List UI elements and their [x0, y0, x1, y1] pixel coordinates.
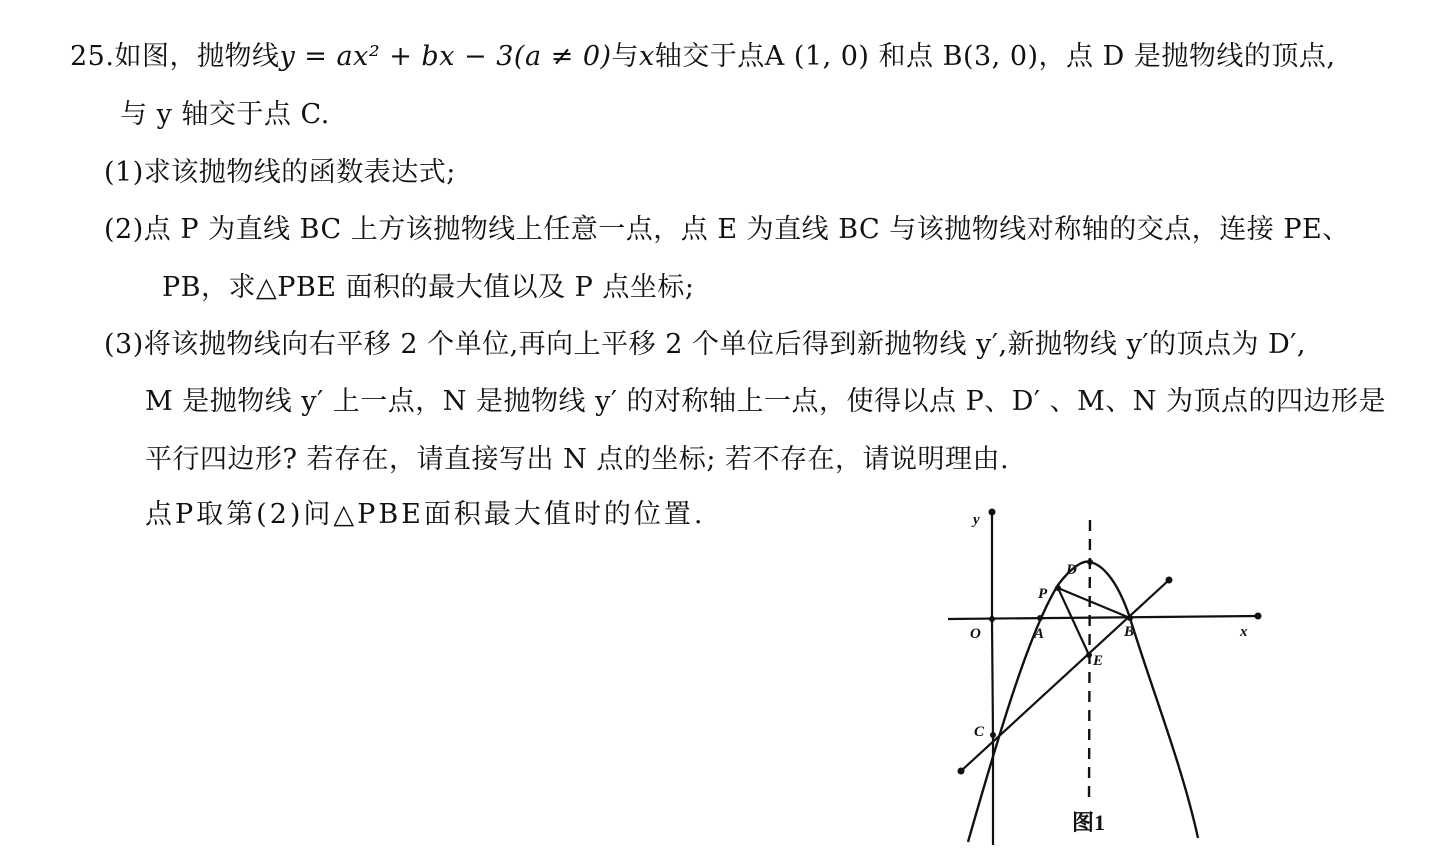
label-c: C	[974, 724, 985, 740]
x-axis-end-dot	[1255, 613, 1262, 620]
intro-text-b: 与	[611, 41, 640, 72]
problem-number: 25.	[70, 41, 115, 72]
problem-note	[145, 498, 705, 532]
intro-x-axis: x	[639, 41, 655, 72]
label-e: E	[1093, 653, 1104, 669]
intro-text-c: 轴交于点A (1, 0) 和点 B(3, 0)，点 D 是抛物线的顶点,	[654, 41, 1336, 72]
point-p-dot	[1055, 585, 1061, 591]
label-b: B	[1124, 624, 1135, 640]
question-3-line-1	[104, 328, 1306, 362]
y-axis-end-dot	[989, 509, 996, 516]
y-axis	[992, 512, 993, 845]
label-p: P	[1038, 586, 1048, 602]
question-3-line-3	[145, 443, 1009, 477]
line-bc-end-dot-left	[958, 768, 965, 775]
question-2-line-2	[162, 271, 695, 305]
question-1	[104, 156, 456, 190]
question-2-text-1: (2)点 P 为直线 BC 上方该抛物线上任意一点，点 E 为直线 BC 与该抛物线对称轴的交点，连接 PE、	[104, 214, 1350, 245]
label-o: O	[970, 626, 981, 642]
label-a: A	[1034, 626, 1045, 642]
point-b-dot	[1127, 615, 1133, 621]
intro-text-a: 如图，抛物线	[114, 41, 280, 72]
question-3-text-3: 平行四边形? 若存在，请直接写出 N 点的坐标; 若不存在，请说明理由.	[145, 444, 1010, 475]
question-1-text: (1)求该抛物线的函数表达式;	[104, 157, 456, 188]
parabola-curve	[968, 562, 1198, 842]
figure-svg	[940, 500, 1270, 845]
point-e-dot	[1086, 652, 1092, 658]
question-2-text-2: PB，求△PBE 面积的最大值以及 P 点坐标;	[162, 272, 695, 303]
question-3-text-1: (3)将该抛物线向右平移 2 个单位,再向上平移 2 个单位后得到新抛物线 y′,新抛物线 y′的顶点为 D′,	[104, 329, 1306, 360]
question-2-line-1	[104, 213, 1350, 247]
origin-dot	[989, 616, 995, 622]
figure-1	[940, 500, 1270, 845]
point-c-dot	[990, 732, 996, 738]
label-y: y	[973, 512, 980, 528]
point-d-dot	[1087, 559, 1093, 565]
label-x: x	[1240, 624, 1248, 640]
problem-line-1	[70, 40, 1335, 74]
problem-line-2	[120, 98, 330, 132]
label-d: D	[1066, 562, 1077, 578]
figure-caption: 图1	[1072, 810, 1106, 835]
note-text: 点P取第(2)问△PBE面积最大值时的位置.	[145, 499, 706, 530]
question-3-line-2	[145, 385, 1386, 419]
parabola-equation: y = ax² + bx − 3(a ≠ 0)	[279, 41, 612, 72]
intro-line-2: 与 y 轴交于点 C.	[120, 99, 330, 130]
question-3-text-2: M 是抛物线 y′ 上一点，N 是抛物线 y′ 的对称轴上一点，使得以点 P、D′ 、M、N 为顶点的四边形是	[145, 386, 1386, 417]
point-a-dot	[1037, 615, 1043, 621]
line-bc-end-dot-right	[1166, 577, 1173, 584]
